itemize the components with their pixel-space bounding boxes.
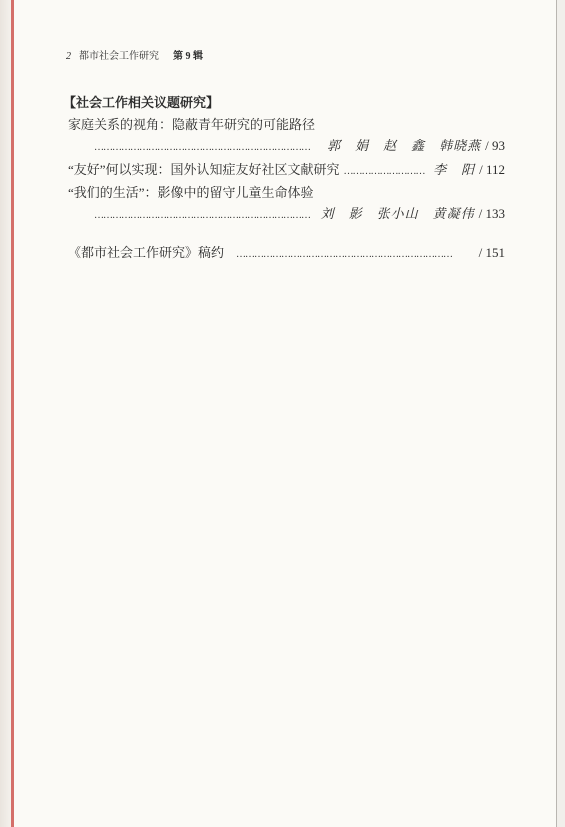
toc-entry-title-row (68, 116, 505, 134)
toc-entry-row (68, 161, 505, 179)
toc-entry-title: 家庭关系的视角：隐蔽青年研究的可能路径 (68, 117, 316, 132)
toc-entry-page: / 112 (479, 162, 505, 177)
guidelines-page: / 151 (478, 245, 505, 260)
toc-entry-authors: 李 阳 (433, 162, 476, 177)
dot-leader: ……………………… (343, 166, 425, 177)
toc-entry-title: “我们的生活”：影像中的留守儿童生命体验 (68, 185, 314, 200)
dot-leader: ……………………………………………………………… (236, 249, 453, 260)
toc-entry-author-row (68, 205, 505, 223)
toc-entry-title: “友好”何以实现：国外认知症友好社区文献研究 (68, 162, 340, 177)
guidelines-title: 《都市社会工作研究》稿约 (68, 245, 225, 260)
page-number: 2 (66, 51, 71, 62)
toc-entry-title-row (68, 184, 505, 202)
toc-entry-authors: 刘 影 张小山 黄凝伟 (320, 206, 475, 221)
section-heading: 【社会工作相关议题研究】 (63, 95, 220, 110)
toc-entry-author-row (68, 137, 505, 155)
toc-guidelines-row (68, 244, 505, 262)
dot-leader: ……………………………………………………………… (94, 142, 310, 153)
page-right-margin (557, 0, 565, 827)
binding-rule-left (11, 0, 14, 827)
toc-entry-authors: 郭 娟 赵 鑫 韩晓燕 (327, 138, 482, 153)
dot-leader: ……………………………………………………………… (94, 210, 310, 221)
journal-title: 都市社会工作研究 (79, 51, 159, 62)
running-head (66, 47, 203, 62)
page-left-margin (0, 0, 11, 827)
issue-label: 第 9 辑 (173, 51, 203, 62)
toc-entry-page: / 93 (485, 138, 505, 153)
toc-entry-page: / 133 (478, 206, 505, 221)
